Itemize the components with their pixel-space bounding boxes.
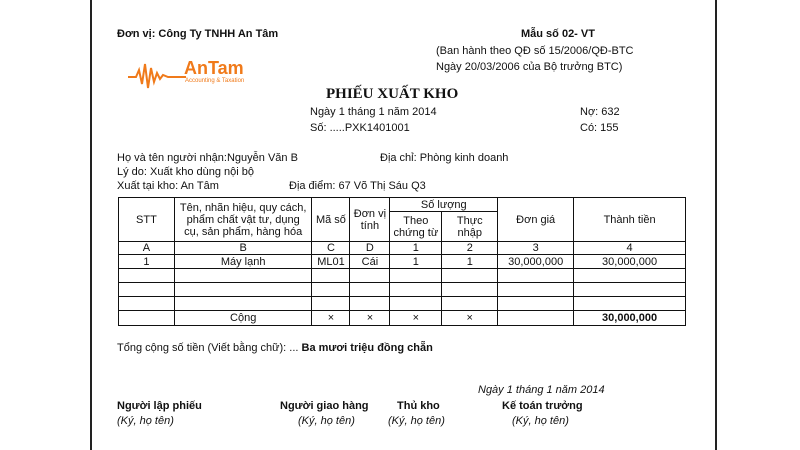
amount-in-words-label: Tổng cộng số tiền (Viết bằng chữ): ... [117, 342, 299, 354]
document-title: PHIẾU XUẤT KHO [326, 86, 459, 102]
issue-reason: Lý do: Xuất kho dùng nội bộ [117, 166, 254, 178]
total-amount: 30,000,000 [574, 311, 686, 326]
total-x-mark: × [312, 311, 350, 326]
header-stt: STT [119, 198, 175, 242]
storekeeper-title: Thủ kho [397, 400, 440, 412]
letter-cell: 3 [498, 242, 574, 255]
cell-unit: Cái [350, 255, 390, 269]
logo-subtitle: Accounting & Taxation [185, 78, 245, 84]
total-x-mark: × [442, 311, 498, 326]
warehouse-receipt-document [98, 8, 710, 440]
logo-brand-text: AnTam [184, 58, 244, 78]
letter-cell: A [119, 242, 175, 255]
cell-code: ML01 [312, 255, 350, 269]
header-unit-price: Đơn giá [498, 198, 574, 242]
chief-accountant-sign-hint: (Ký, họ tên) [512, 415, 569, 427]
table-row-empty [119, 283, 686, 297]
storekeeper-sign-hint: (Ký, họ tên) [388, 415, 445, 427]
table-row-empty [119, 297, 686, 311]
table-header-row [119, 198, 686, 212]
cell-qty-actual: 1 [442, 255, 498, 269]
letter-cell: D [350, 242, 390, 255]
preparer-title: Người lập phiếu [117, 400, 202, 412]
total-x-mark: × [350, 311, 390, 326]
table-row-empty [119, 269, 686, 283]
document-number: Số: .....PXK1401001 [310, 122, 410, 134]
issued-line-2: Ngày 20/03/2006 của Bộ trưởng BTC) [436, 61, 623, 73]
warehouse-name: Xuất tại kho: An Tâm [117, 180, 219, 192]
cell-stt: 1 [119, 255, 175, 269]
header-qty-actual: Thực nhập [442, 212, 498, 242]
preparer-sign-hint: (Ký, họ tên) [117, 415, 174, 427]
warehouse-location: Địa điểm: 67 Võ Thị Sáu Q3 [289, 180, 426, 192]
header-amount: Thành tiền [574, 198, 686, 242]
header-unit: Đơn vị tính [350, 198, 390, 242]
deliverer-title: Người giao hàng [280, 400, 369, 412]
amount-in-words-value: Ba mươi triệu đồng chẵn [301, 342, 433, 354]
amount-in-words [117, 342, 433, 354]
total-x-mark: × [390, 311, 442, 326]
unit-name: Đơn vị: Công Ty TNHH An Tâm [117, 28, 279, 40]
receiver-address: Địa chỉ: Phòng kinh doanh [380, 152, 509, 164]
signature-date: Ngày 1 tháng 1 năm 2014 [478, 384, 605, 396]
issued-line-1: (Ban hành theo QĐ số 15/2006/QĐ-BTC [436, 45, 634, 57]
cell-unit-price: 30,000,000 [498, 255, 574, 269]
pulse-wave-icon [128, 60, 186, 90]
letter-cell: 2 [442, 242, 498, 255]
receiver-name: Họ và tên người nhận:Nguyễn Văn B [117, 152, 298, 164]
letter-cell: C [312, 242, 350, 255]
chief-accountant-title: Kế toán trưởng [502, 400, 583, 412]
table-total-row [119, 311, 686, 326]
page-border-left [90, 0, 92, 450]
total-label: Cộng [174, 311, 312, 326]
form-number: Mẫu số 02- VT [521, 28, 595, 40]
deliverer-sign-hint: (Ký, họ tên) [298, 415, 355, 427]
letter-cell: 4 [574, 242, 686, 255]
table-row [119, 255, 686, 269]
letter-cell: 1 [390, 242, 442, 255]
letter-cell: B [174, 242, 312, 255]
items-table [118, 197, 686, 326]
header-item-name: Tên, nhãn hiệu, quy cách, phẩm chất vật tư, dụng cụ, sản phẩm, hàng hóa [174, 198, 312, 242]
table-letter-row [119, 242, 686, 255]
cell-qty-document: 1 [390, 255, 442, 269]
header-quantity: Số lượng [390, 198, 498, 212]
credit-account: Có: 155 [580, 122, 619, 134]
debit-account: Nợ: 632 [580, 106, 620, 118]
company-logo [128, 60, 268, 94]
header-qty-per-document: Theo chứng từ [390, 212, 442, 242]
cell-amount: 30,000,000 [574, 255, 686, 269]
document-date: Ngày 1 tháng 1 năm 2014 [310, 106, 437, 118]
cell-item-name: Máy lạnh [174, 255, 312, 269]
header-code: Mã số [312, 198, 350, 242]
page-border-right [715, 0, 717, 450]
